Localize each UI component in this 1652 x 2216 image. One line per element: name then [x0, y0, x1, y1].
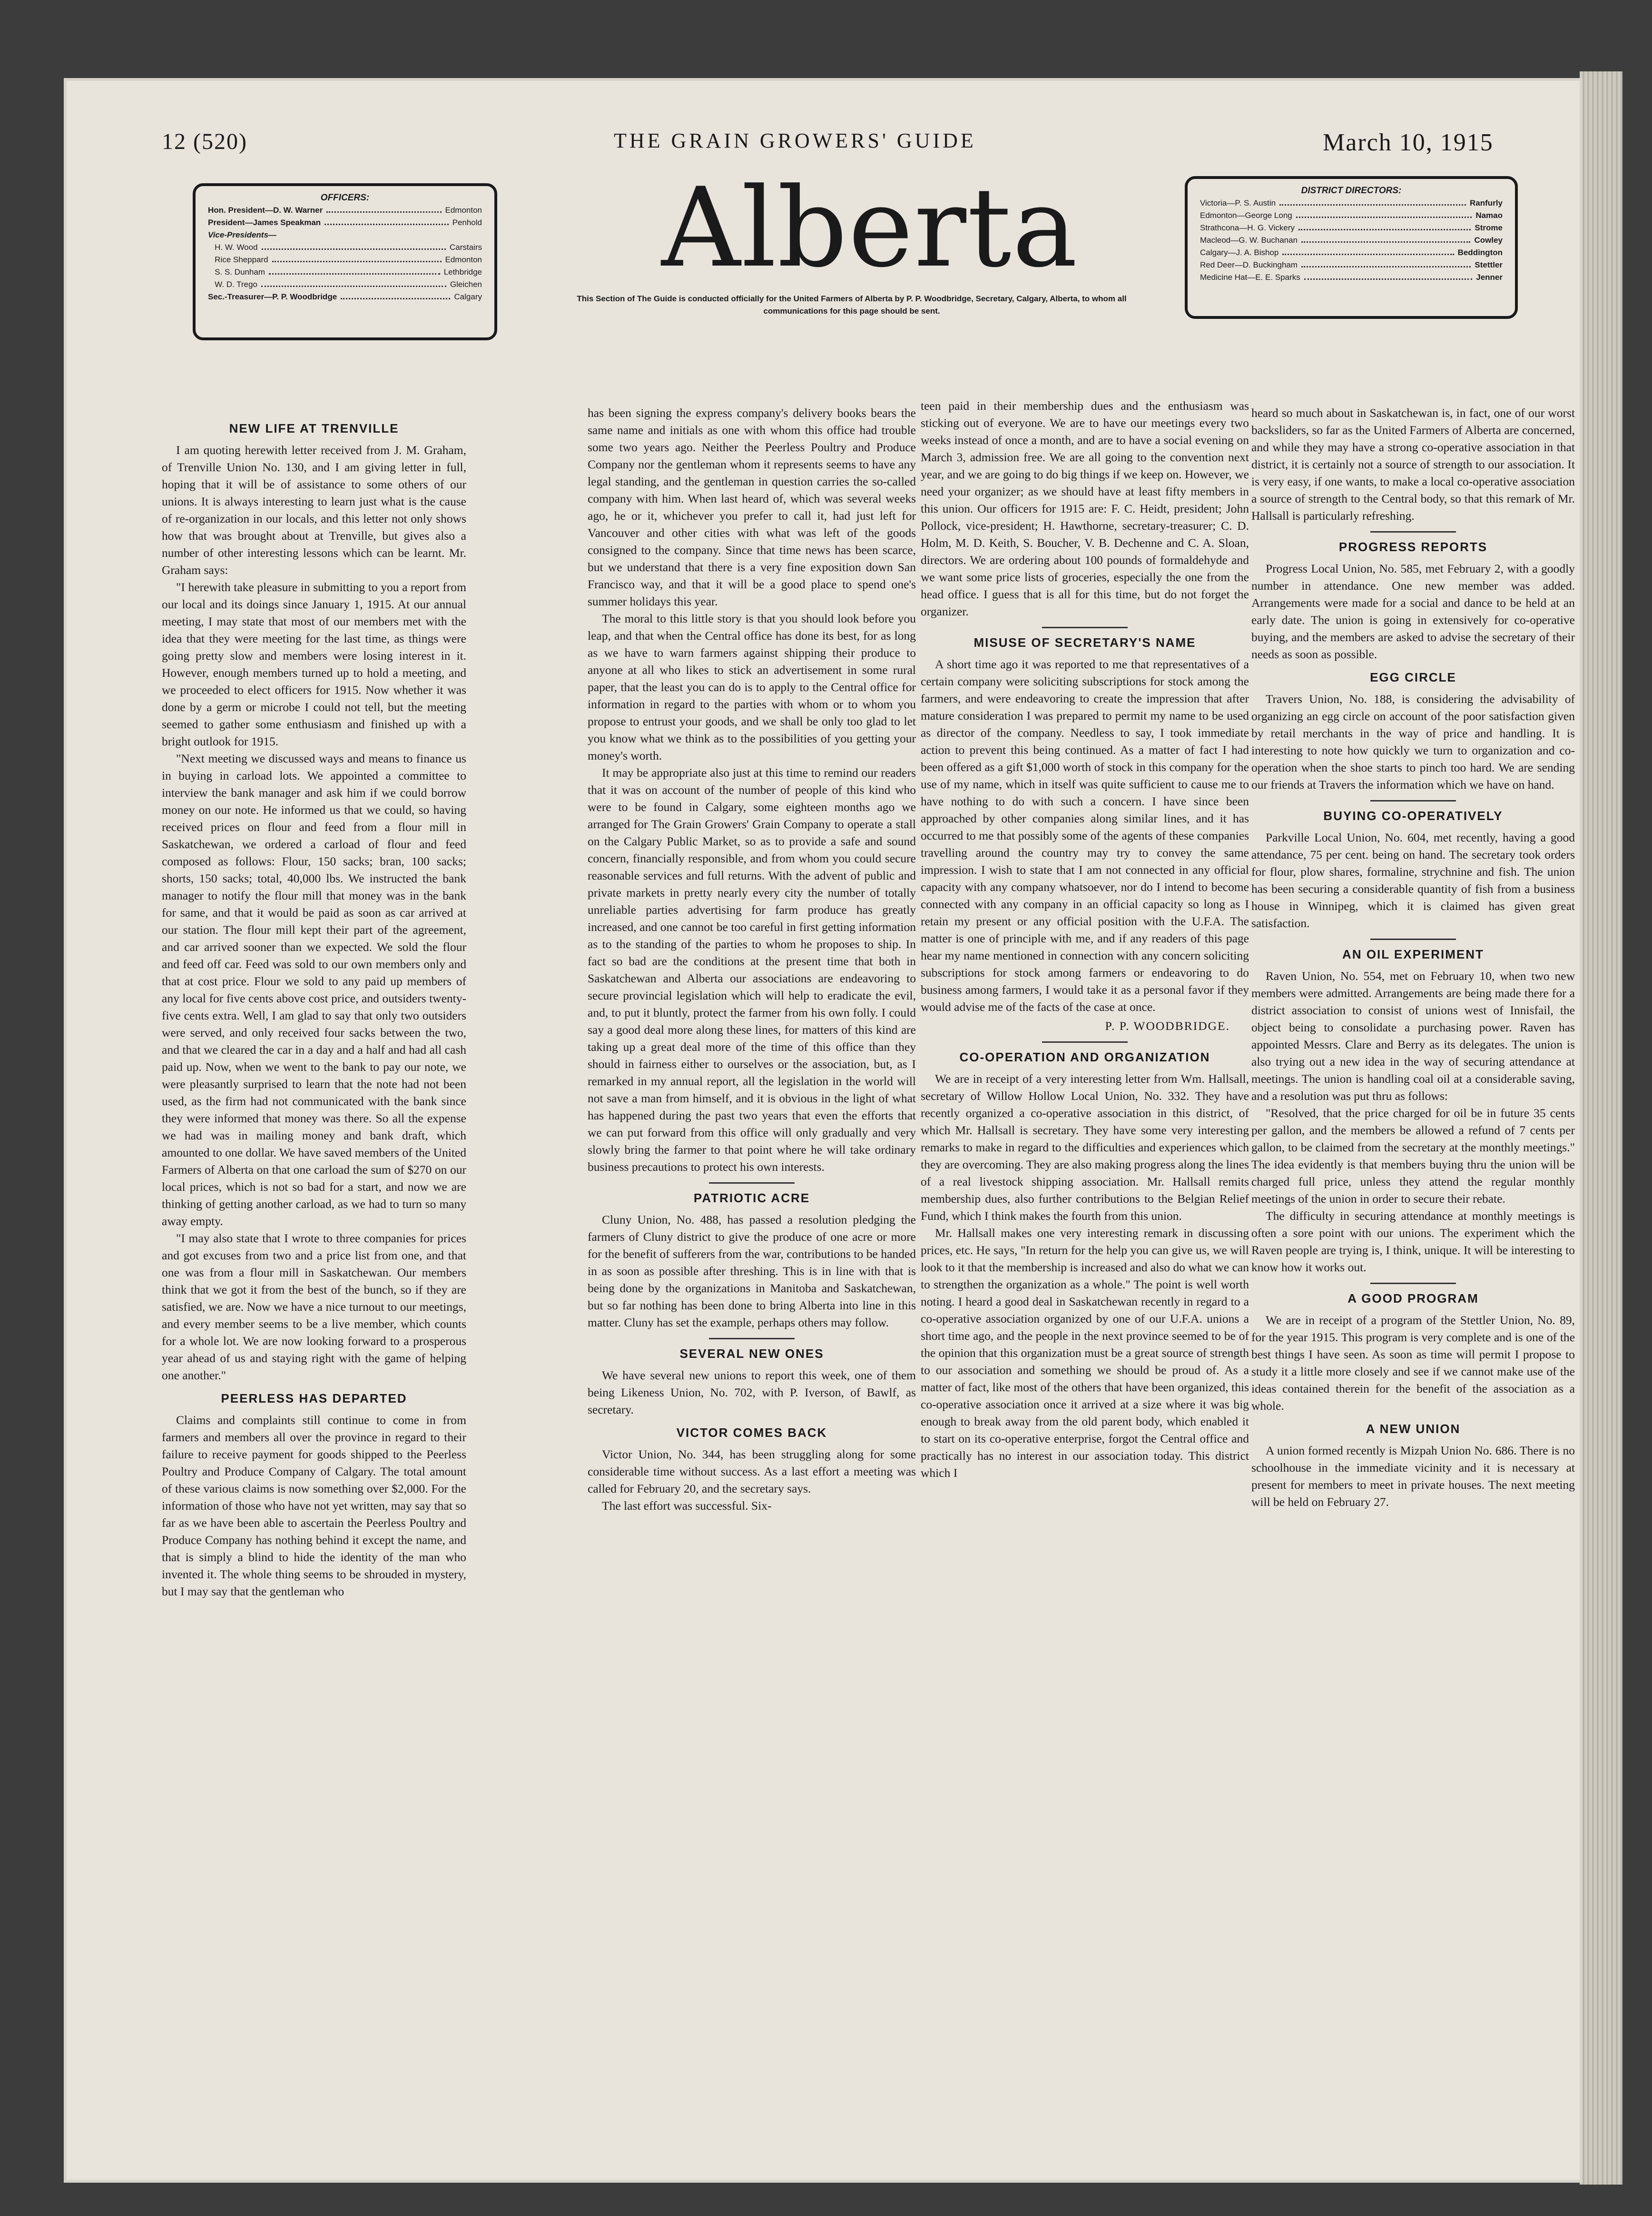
article-paragraph: Victor Union, No. 344, has been struggling along for some considerable time without success. As a last effort a meeting was called for February 20, and the secretary says. — [588, 1447, 916, 1495]
director-row: Red Deer—D. Buckingham Stettler — [1200, 259, 1503, 271]
divider — [709, 1182, 795, 1184]
director-row: Edmonton—George Long Namao — [1200, 209, 1503, 222]
article-heading: PEERLESS HAS DEPARTED — [221, 1391, 407, 1405]
directors-title: DISTRICT DIRECTORS: — [1301, 186, 1402, 196]
article-heading: PATRIOTIC ACRE — [693, 1191, 810, 1205]
divider — [1370, 939, 1456, 940]
article-heading: EGG CIRCLE — [1370, 670, 1456, 684]
article-paragraph: Claims and complaints still continue to come in from farmers and members all over the province in regard to their failure to receive payment for goods shipped to the Peerless Poultry and Produce Company of Calgary. The total amount of these various claims is now something over $2,000. For the information of those who have not yet written, may say that so far as we have been able to ascertain the Peerless Poultry and Produce Company has nothing behind it except the name, and that is simply a blind to hide the identity of the man who invented it. The whole thing seems to be shrouded in mystery, but I may say that the gentleman who — [162, 1413, 466, 1598]
article-paragraph: Mr. Hallsall makes one very interesting remark in discussing prices, etc. He says, "In return for the help you can give us, we will look to it that the membership is increased and also do what we can to strengthen the organization as a whole." The point is well worth noting. I heard a good deal in Saskatchewan recently in regard to a co-operative association organized by one of our U.F.A. unions a short time ago, and the people in the next province seemed to be of the opinion that this organization must be a great source of strength to our association and something we should be proud of. As a matter of fact, like most of the others that have been organized, this co-operative association once it arrived at a size where it was big enough to break away from the old parent body, which enabled it to start on its co-operative enterprise, forgot the Central office and practically has no interest in our association today. This district which I — [921, 1226, 1249, 1480]
divider — [1370, 1283, 1456, 1284]
article-paragraph: We have several new unions to report this week, one of them being Likeness Union, No. 702, with P. Iverson, of Bawlf, as secretary. — [588, 1368, 916, 1416]
column-2 — [588, 405, 916, 1514]
column-1 — [162, 414, 466, 1600]
officer-row: Hon. President—D. W. Warner Edmonton — [208, 204, 482, 217]
article-paragraph: "I herewith take pleasure in submitting to you a report from our local and its doings since January 1, 1915. At our annual meeting, I may state that most of our members met with the idea that they were meeting for the last time, as things were going pretty slow and members were losing interest in it. However, enough members turned up to hold a meeting, and we proceeded to elect officers for 1915. Now whether it was done by a germ or microbe I could not tell, but the meeting seemed to gather some enthusiasm and finished up with a bright outlook for 1915. — [162, 580, 466, 748]
article-paragraph: Cluny Union, No. 488, has passed a resolution pledging the farmers of Cluny district to give the produce of one acre or more for the benefit of sufferers from the war, contributions to be handed in as soon as possible after threshing. This is in line with that is being done by the organizations in Manitoba and Saskatchewan, but so far nothing has been done to bring Alberta into line in this matter. Cluny has set the example, perhaps others may follow. — [588, 1213, 916, 1329]
article-paragraph: heard so much about in Saskatchewan is, in fact, one of our worst backsliders, so far as the United Farmers of Alberta are concerned, and while they may have a strong co-operative association in that district, it is certainly not a source of strength to our association. It is very easy, if one wants, to make a local co-operative association a source of strength to the Central body, so that this remark of Mr. Hallsall is particularly refreshing. — [1251, 406, 1575, 523]
column-4 — [1251, 405, 1575, 1511]
director-row: Calgary—J. A. Bishop Beddington — [1200, 247, 1503, 259]
article-paragraph: We are in receipt of a program of the Stettler Union, No. 89, for the year 1915. This program is very complete and is one of the best things I have seen. As soon as time will permit I propose to study it a little more closely and see if we cannot make use of the ideas contained therein for the benefit of the association as a whole. — [1251, 1313, 1575, 1413]
article-paragraph: "Next meeting we discussed ways and means to finance us in buying in carload lots. We appointed a committee to interview the bank manager and ask him if we could borrow money on our note. He informed us that we could, so having received prices on flour and feed from a flour mill in Saskatchewan, we ordered a carload of flour and feed composed as follows: Flour, 150 sacks; bran, 100 sacks; shorts, 150 sacks; total, 40,000 lbs. We instructed the bank manager to notify the flour mill that money was in the bank for same, and that it would be paid as soon as car arrived at our station. The flour mill kept their part of the agreement, and car arrived sooner than we expected. We sold the flour and feed off car. Feed was sold to our own members only and that at cost price. Flour we sold to any paid up members of any local for five cents above cost price, and outsiders twenty-five cents extra. Well, I am glad to say that only two outsiders were served, and only received four sacks between the two, and that we cleared the car in a day and a half and had all cash paid up. Now, when we went to the bank to pay our note, we were pleasantly surprised to learn that the note had not been used, as the firm had not communicated with the bank since they were informed that money was there. So all the expense we had was in mailing money and bank draft, which amounted to one dollar. We have saved members of the United Farmers of Alberta on that one carload the sum of $270 on our local prices, which is not so bad for a start, and now we are thinking of getting another carload, as we had to turn so many away empty. — [162, 752, 466, 1228]
divider — [1370, 800, 1456, 801]
publication-name: THE GRAIN GROWERS' GUIDE — [614, 129, 976, 152]
article-paragraph: I am quoting herewith letter received from J. M. Graham, of Trenville Union No. 130, and I am giving letter in full, hoping that it will be of assistance to some others of our unions. It is always interesting to learn just what is the cause of re-organization in our locals, and this letter not only shows how that was brought about at Trenville, but gives also a number of other interesting lessons which can be learnt. Mr. Graham says: — [162, 443, 466, 577]
signature: P. P. WOODBRIDGE. — [1105, 1019, 1230, 1033]
article-heading: VICTOR COMES BACK — [676, 1425, 827, 1440]
divider — [1042, 1041, 1128, 1043]
article-heading: A GOOD PROGRAM — [1347, 1291, 1479, 1306]
article-paragraph: The last effort was successful. Six- — [602, 1499, 772, 1513]
section-note: This Section of The Guide is conducted officially for the United Farmers of Alberta by P. P. Woodbridge, Secretary, Calgary, Alberta, to whom all communications for this page should be sent. — [577, 294, 1127, 316]
page-number: 12 (520) — [162, 129, 247, 154]
divider — [709, 1338, 795, 1339]
article-heading: A NEW UNION — [1366, 1422, 1461, 1436]
article-paragraph: "Resolved, that the price charged for oil be in future 35 cents per gallon, and the members be allowed a refund of 7 cents per gallon, to be claimed from the secretary at the monthly meetings." The idea evidently is that members buying thru the union will be charged full price, unless they attend the regular monthly meetings of the union in order to secure their rebate. — [1251, 1106, 1575, 1206]
officer-row: S. S. Dunham Lethbridge — [208, 266, 482, 278]
column-3 — [921, 397, 1249, 1482]
article-paragraph: "I may also state that I wrote to three companies for prices and got excuses from two and a price list from one, and that one was from a flour mill in Saskatchewan. Our members think that we got it from the best of the bunch, so if they are satisfied, we are. Now we have a nice turnout to our meetings, and every member seems to be a live member, which counts for a whole lot. We are now looking forward to a prosperous year ahead of us and staying right with the game of helping one another." — [162, 1231, 466, 1382]
article-paragraph: A short time ago it was reported to me that representatives of a certain company were soliciting subscriptions for stock among the farmers, and were endeavoring to create the impression that after mature consideration I was prepared to permit my name to be used as director of the company. Needless to say, I took immediate action to prevent this being continued. As a matter of fact I had been offered as a gift $1,000 worth of stock in this company for the use of my name, which in itself was quite sufficient to cause me to have nothing to do with such a concern. I have since been approached by other companies along similar lines, and it has occurred to me that possibly some of the agents of these companies travelling around the country may try to convey the same impression. I wish to state that I am not connected in any official capacity with any company whatsoever, nor do I intend to become connected with any company in an official capacity so long as I retain my present or any official position with the U.F.A. The matter is one of principle with me, and if any readers of this page hear my name mentioned in connection with any concern soliciting subscriptions for stock among farmers or endeavoring to do business among farmers, I would take it as a personal favor if they would advise me of the facts of the case at once. — [921, 657, 1249, 1014]
article-paragraph: The difficulty in securing attendance at monthly meetings is often a sore point with our unions. The experiment which the Raven people are trying is, I think, unique. It will be interesting to know how it works out. — [1251, 1209, 1575, 1274]
article-paragraph: Progress Local Union, No. 585, met February 2, with a goodly number in attendance. One new member was added. Arrangements were made for a social and dance to be held at an early date. The union is going in extensively for co-operative buying, and the members are asked to advise the secretary of their needs as soon as possible. — [1251, 562, 1575, 661]
divider — [1370, 531, 1456, 533]
officer-row: W. D. Trego Gleichen — [208, 278, 482, 291]
directors-box — [1185, 176, 1518, 319]
newspaper-page — [67, 81, 1580, 2180]
vice-presidents-label: Vice-Presidents— — [208, 230, 276, 239]
article-heading: PROGRESS REPORTS — [1338, 540, 1488, 554]
director-row: Medicine Hat—E. E. Sparks Jenner — [1200, 271, 1503, 284]
article-heading: BUYING CO-OPERATIVELY — [1323, 809, 1503, 823]
page-edge — [1580, 71, 1622, 2185]
article-paragraph: Raven Union, No. 554, met on February 10, when two new members were admitted. Arrangements are being made there for a district association to consist of unions west of Innisfail, the object being to consolidate a purchasing power. Raven has appointed Messrs. Clare and Berry as its delegates. The union is also trying out a new idea in the way of securing attendance at meetings. The union is handling coal oil at a considerable saving, and a resolution was put thru as follows: — [1251, 969, 1575, 1103]
article-paragraph: Travers Union, No. 188, is considering the advisability of organizing an egg circle on account of the poor satisfaction given by retail merchants in the way of price and handling. It is interesting to note how quickly we turn to organization and co-operation when the shoe starts to pinch too hard. We are sending our friends at Travers the information which we have on hand. — [1251, 692, 1575, 791]
director-row: Victoria—P. S. Austin Ranfurly — [1200, 197, 1503, 209]
officer-row: Rice Sheppard Edmonton — [208, 254, 482, 266]
article-paragraph: has been signing the express company's delivery books bears the same name and initials as one with whom this office had trouble some two years ago. Neither the Peerless Poultry and Produce Company nor the gentleman whom it represents seems to have any legal standing, and the gentleman in question carries the so-called company with him. When last heard of, which was several weeks ago, he or it, whichever you prefer to call it, had just left for Vancouver and other cities with what was left of the goods consigned to the company. Since that time news has been scarce, but we understand that there is a very fine exposition down San Francisco way, and that it will be a good place to spend one's summer holidays this year. — [588, 406, 916, 608]
director-row: Macleod—G. W. Buchanan Cowley — [1200, 234, 1503, 247]
article-heading: MISUSE OF SECRETARY'S NAME — [974, 635, 1196, 650]
officer-row: President—James Speakman Penhold — [208, 217, 482, 229]
article-heading: CO-OPERATION AND ORGANIZATION — [959, 1050, 1210, 1064]
article-heading: AN OIL EXPERIMENT — [1342, 947, 1484, 961]
article-paragraph: A union formed recently is Mizpah Union No. 686. There is no schoolhouse in the immediate vicinity and it is necessary at present for members to meet in private houses. The next meeting will be held on February 27. — [1251, 1444, 1575, 1509]
officers-box — [193, 183, 497, 340]
article-paragraph: The moral to this little story is that you should look before you leap, and that when the Central office has done its best, for as long as we have to warn farmers against shipping their produce to anyone at all who likes to stick an advertisement in some rural paper, that the least you can do is to apply to the Central office for information in regard to the parties with whom or to whom you propose to entrust your goods, and we shall be only too glad to let you know what we think as to the possibilities of you getting your money's worth. — [588, 612, 916, 762]
article-heading: SEVERAL NEW ONES — [679, 1346, 824, 1361]
director-row: Strathcona—H. G. Vickery Strome — [1200, 222, 1503, 234]
article-paragraph: teen paid in their membership dues and the enthusiasm was sticking out of everyone. We are to have our meetings every two weeks instead of once a month, and are to have a social evening on March 3, admission free. We are all going to the convention next year, and we are going to do big things if we keep on. However, we need your organizer; as we should have at least fifty members in this union. Our officers for 1915 are: F. C. Heidt, president; John Pollock, vice-president; H. Hawthorne, secretary-treasurer; C. D. Holm, M. D. Keith, S. Boucher, V. B. Dechenne and C. A. Sloan, directors. We are ordering about 100 pounds of formaldehyde and we want some price lists of groceries, especially the one from the head office. I guess that is all for this time, but do not forget the organizer. — [921, 399, 1249, 618]
officer-row: Sec.-Treasurer—P. P. Woodbridge Calgary — [208, 291, 482, 303]
divider — [1042, 627, 1128, 628]
issue-date: March 10, 1915 — [1323, 129, 1494, 156]
article-paragraph: Parkville Local Union, No. 604, met recently, having a good attendance, 75 per cent. being on hand. The secretary took orders for flour, plow shares, formaline, strychnine and fish. The union has been securing a considerable quantity of fish from a business house in Winnipeg, which it is claimed has given great satisfaction. — [1251, 831, 1575, 930]
officers-title: OFFICERS: — [320, 193, 370, 203]
officer-row: H. W. Wood Carstairs — [208, 241, 482, 254]
article-paragraph: We are in receipt of a very interesting letter from Wm. Hallsall, secretary of Willow Hollow Local Union, No. 332. They have recently organized a co-operative association in this district, of which Mr. Hallsall is secretary. They have some very interesting remarks to make in regard to the difficulties and experiences which they are overcoming. They are also making progress along the lines of a real livestock shipping association. Mr. Hallsall remits membership dues, also further contributions to the Belgian Relief Fund, which I think makes the fourth from this union. — [921, 1072, 1249, 1223]
article-paragraph: It may be appropriate also just at this time to remind our readers that it was on account of the number of people of this kind who were to be found in Calgary, some eighteen months ago we arranged for The Grain Growers' Grain Company to operate a stall on the Calgary Public Market, so as to provide a safe and sound concern, financially responsible, and from whom you could secure reasonable services and full returns. With the advent of public and private markets in pretty nearly every city the number of totally unreliable parties advertising for farm produce has greatly increased, and one cannot be too careful in first getting information as to the standing of the parties to whom he proposes to ship. In fact so bad are the conditions at the present time that both in Saskatchewan and Alberta our associations are endeavoring to secure provincial legislation which will help to eradicate the evil, and, to put it bluntly, protect the farmer from his own folly. I could say a good deal more along these lines, for matters of this kind are taking up a great deal more of the time of this office than they should in fairness either to ourselves or the association, but, as I remarked in my annual report, all the legislation in the world will not save a man from himself, and it is obvious in the light of what has happened during the past two years that even the efforts that we can put forward from this office will only gradually and very slowly bring the farmer to that point where he will take ordinary business precautions to protect his own interests. — [588, 766, 916, 1174]
page-title: Alberta — [661, 165, 1079, 292]
article-heading: NEW LIFE AT TRENVILLE — [229, 421, 399, 435]
